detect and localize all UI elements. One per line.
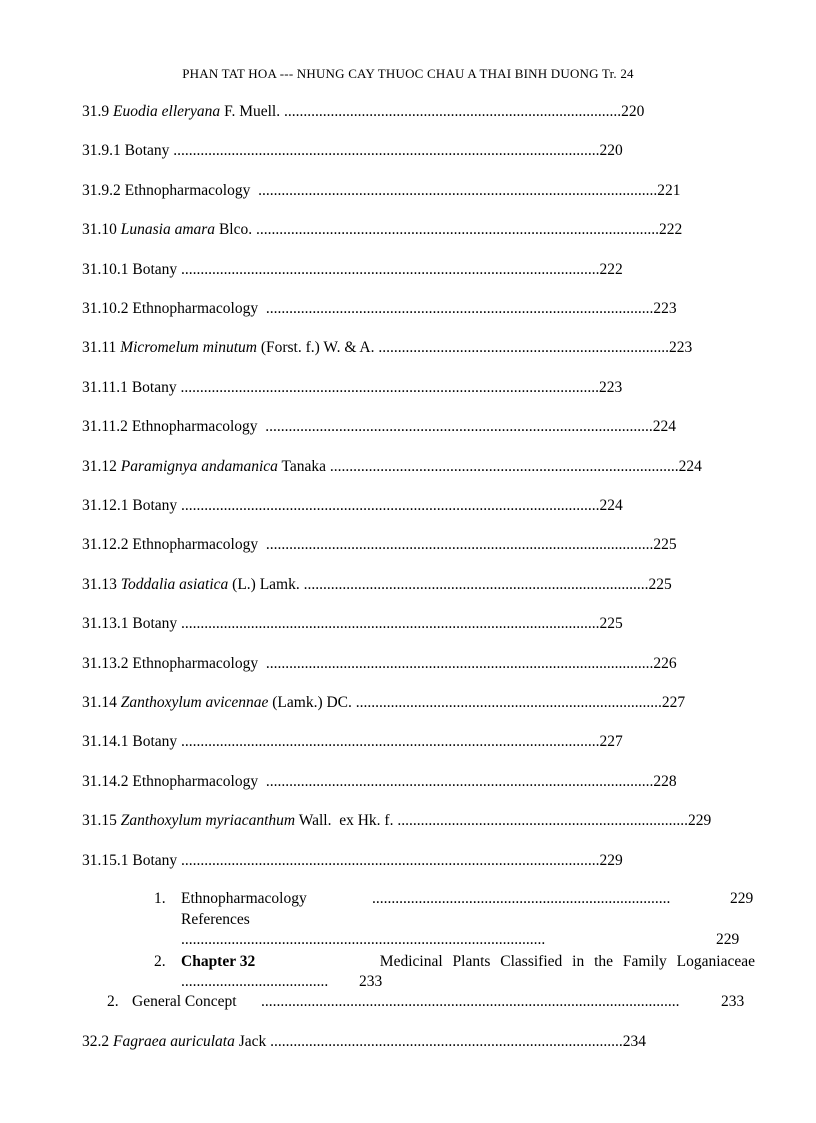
entry-suffix: Blco. (215, 221, 256, 239)
entry-title: Botany (132, 260, 178, 278)
entry-page: 224 (652, 418, 677, 436)
entry-title: Botany (124, 142, 170, 160)
toc-entry[interactable] (82, 418, 676, 436)
toc-entry[interactable] (82, 615, 623, 633)
entry-dots: ............................................................................................................ (181, 497, 600, 514)
entry-number: 31.9 (82, 103, 110, 120)
entry-dots: ............................................................................................................ (181, 615, 600, 633)
entry-suffix (258, 300, 266, 317)
entry-page: 224 (599, 497, 623, 514)
entry-page: 220 (621, 103, 645, 120)
entry-title: Ethnopharmacology (132, 300, 259, 317)
references-dots: .............................................................................................. (181, 931, 546, 948)
entry-page: 223 (598, 378, 623, 396)
list-item-title[interactable]: Ethnopharmacology (181, 890, 307, 907)
entry-number: 31.12.2 (82, 536, 129, 554)
entry-page: 223 (653, 300, 677, 317)
entry-title: Zanthoxylum myriacanthum (120, 812, 296, 830)
entry-title: Euodia elleryana (113, 103, 221, 120)
toc-entry[interactable] (82, 379, 622, 397)
entry-number: 31.10 (82, 221, 117, 239)
references-page: 229 (716, 931, 740, 948)
entry-dots: ............................................................................................................ (180, 378, 599, 396)
entry-number: 31.11.1 (82, 378, 128, 396)
entry-dots: ........................................................................................... (270, 1033, 623, 1050)
toc-entry[interactable] (82, 694, 685, 712)
entry-suffix: Tanaka (277, 457, 330, 475)
entry-number: 31.10.1 (82, 260, 129, 278)
entry-page: 234 (622, 1033, 647, 1050)
entry-dots: .................................................................................................... (265, 772, 654, 790)
entry-number: 31.11 (82, 339, 117, 357)
entry-number: 31.10.2 (82, 300, 129, 317)
entry-suffix: (L.) Lamk. (228, 575, 304, 593)
list-item-number: 2. (107, 993, 119, 1010)
entry-dots: .................................................................................................... (265, 300, 654, 317)
entry-page: 225 (653, 536, 677, 554)
chapter-page: 233 (359, 973, 383, 990)
entry-title: Ethnopharmacology (131, 418, 258, 436)
entry-title: Botany (132, 851, 178, 869)
entry-dots: ........................................................................... (397, 812, 688, 830)
entry-number: 31.12 (82, 457, 117, 475)
toc-entry[interactable] (82, 733, 623, 751)
toc-entry[interactable] (82, 655, 677, 673)
entry-title: Fagraea auriculata (113, 1033, 235, 1050)
entry-page: 224 (678, 457, 702, 475)
entry-number: 31.9.2 (82, 181, 121, 199)
toc-entry[interactable] (82, 221, 682, 239)
list-item-dots: ............................................................................................................ (261, 993, 680, 1010)
chapter-dots: ...................................... (181, 973, 329, 990)
entry-number: 31.15 (82, 812, 117, 830)
entry-number: 31.14 (82, 694, 117, 711)
entry-title: Botany (132, 615, 178, 633)
entry-title: Botany (132, 497, 178, 514)
entry-suffix (258, 536, 266, 553)
entry-page: 222 (599, 260, 623, 278)
entry-dots: .......................................................................................... (329, 457, 679, 475)
entry-dots: .................................................................................................... (265, 536, 654, 554)
entry-page: 227 (661, 694, 686, 711)
entry-title: Ethnopharmacology (132, 536, 259, 554)
entry-number: 31.14.1 (82, 733, 129, 751)
entry-page: 228 (653, 772, 677, 790)
entry-dots: ............................................................................................................ (181, 733, 600, 751)
entry-title: Ethnopharmacology (132, 654, 259, 672)
entry-page: 222 (658, 221, 683, 239)
toc-entry[interactable] (82, 852, 623, 870)
chapter-heading[interactable] (181, 952, 755, 972)
entry-suffix: Jack (234, 1033, 271, 1050)
entry-title: Botany (131, 378, 177, 396)
entry-suffix: Wall. ex Hk. f. (295, 812, 398, 830)
entry-dots: ............................................................................................................ (181, 260, 600, 278)
entry-dots: ....................................................................................................... (258, 181, 658, 199)
entry-title: Botany (132, 733, 178, 751)
entry-title: Lunasia amara (120, 221, 216, 239)
toc-entry[interactable] (82, 812, 711, 830)
entry-page: 223 (669, 339, 693, 357)
entry-number: 31.12.1 (82, 497, 129, 514)
entry-suffix (258, 773, 266, 790)
toc-entry[interactable] (82, 300, 677, 318)
toc-entry[interactable] (82, 261, 623, 279)
entry-dots: ......................................................................................... (303, 575, 649, 593)
entry-title: Ethnopharmacology (124, 181, 251, 199)
page-header: PHAN TAT HOA --- NHUNG CAY THUOC CHAU A THAI BINH DUONG Tr. 24 (182, 66, 634, 81)
entry-page: 229 (599, 851, 623, 869)
entry-dots: ............................................................................... (355, 694, 662, 711)
entry-number: 31.14.2 (82, 772, 129, 790)
entry-dots: ............................................................................................................ (181, 851, 600, 869)
toc-entry[interactable] (82, 536, 677, 554)
entry-number: 31.15.1 (82, 851, 129, 869)
entry-title: Toddalia asiatica (120, 575, 229, 593)
entry-page: 229 (687, 812, 712, 830)
entry-suffix: (Forst. f.) W. & A. (256, 339, 379, 357)
entry-number: 32.2 (82, 1033, 110, 1050)
entry-page: 221 (657, 181, 681, 199)
entry-page: 226 (653, 654, 677, 672)
references-label[interactable]: References (181, 911, 250, 928)
toc-entry[interactable] (82, 1033, 646, 1051)
toc-entry[interactable] (82, 773, 677, 791)
entry-number: 31.13.1 (82, 615, 129, 633)
entry-title: Paramignya andamanica (120, 457, 278, 475)
list-item-title[interactable]: General Concept (132, 993, 237, 1010)
list-item-page: 233 (721, 993, 745, 1010)
entry-page: 227 (599, 733, 623, 751)
chapter-label: Chapter 32 (181, 953, 256, 970)
entry-number: 31.11.2 (82, 418, 128, 436)
chapter-title: Medicinal Plants Classified in the Family Loganiaceae (379, 953, 755, 970)
toc-entry[interactable] (82, 182, 680, 200)
toc-entry[interactable] (82, 142, 623, 160)
toc-entry[interactable] (82, 339, 692, 357)
entry-page: 225 (599, 615, 623, 633)
entry-number: 31.13.2 (82, 654, 129, 672)
list-item-dots: ............................................................................. (372, 890, 671, 907)
toc-entry[interactable] (82, 103, 644, 121)
entry-suffix: (Lamk.) DC. (268, 694, 356, 711)
entry-dots: ........................................................................................................ (255, 221, 659, 239)
entry-number: 31.9.1 (82, 142, 121, 160)
toc-entry[interactable] (82, 497, 623, 515)
entry-dots: .............................................................................................................. (173, 142, 600, 160)
entry-dots: ....................................................................................... (283, 103, 622, 120)
list-item-page: 229 (730, 890, 754, 907)
entry-number: 31.13 (82, 575, 117, 593)
list-item-number: 2. (154, 953, 166, 970)
toc-entry[interactable] (82, 576, 672, 594)
toc-entry[interactable] (82, 458, 702, 476)
entry-dots: ........................................................................... (378, 339, 670, 357)
entry-dots: .................................................................................................... (265, 418, 653, 436)
entry-suffix (250, 182, 258, 199)
entry-page: 220 (599, 142, 623, 160)
list-item-number: 1. (154, 890, 166, 907)
entry-suffix (258, 655, 266, 672)
entry-title: Ethnopharmacology (132, 772, 259, 790)
entry-dots: .................................................................................................... (265, 654, 654, 672)
entry-title: Zanthoxylum avicennae (120, 694, 269, 711)
entry-title: Micromelum minutum (120, 339, 257, 357)
entry-page: 225 (648, 575, 672, 593)
entry-suffix: F. Muell. (220, 103, 284, 120)
